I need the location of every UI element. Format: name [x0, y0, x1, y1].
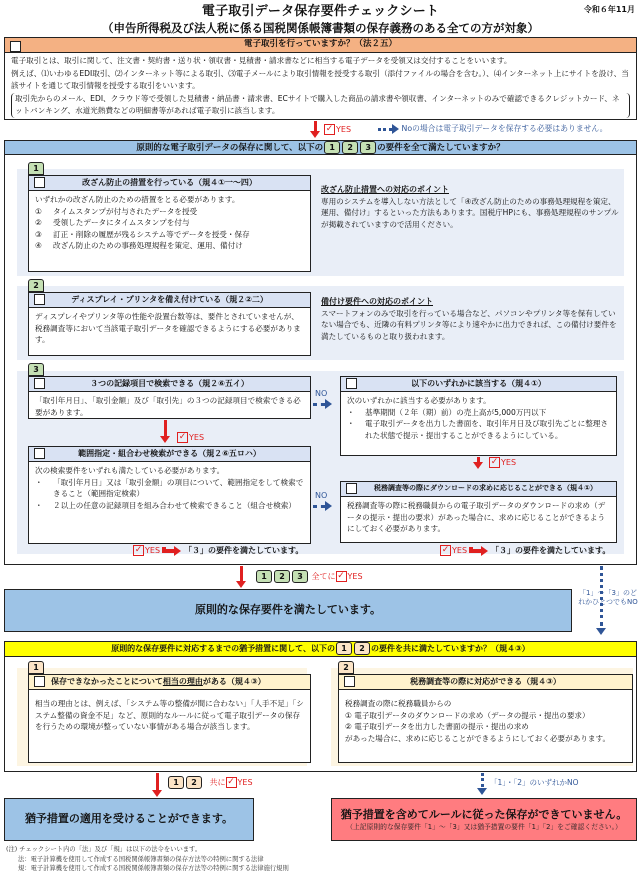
grace-audit-box: 税務調査等の際に対応ができる（規４③） 税務調査の際に税務職員からの ① 電子取引データのダウンロードの求め（データの提示・提出の要求） ② 電子取引データを出力した書面の提示・提出の求め があった場合に、求めに応じることができるようにしておく必要があります。 [338, 674, 633, 763]
list-item: ④ 改ざん防止のための事務処理規程を策定、運用、備付け [35, 241, 243, 250]
checkbox-either-condition[interactable] [346, 378, 357, 389]
result-not-compliant: 猶予措置を含めてルールに従った保存ができていません。 （上記原則的な保存要件「1」～「3」又は猶予措置の要件「1」「2」をご確認ください。） [331, 798, 637, 841]
requirement-3-tag: 3 [28, 363, 44, 376]
dotted-line-icon [313, 403, 325, 406]
dotted-line-icon [481, 773, 484, 787]
checkmark-icon: ✓ [178, 432, 187, 442]
result-not-compliant-sub: （上記原則的な保存要件「1」～「3」又は猶予措置の要件「1」「2」をご確認ください。） [346, 823, 622, 831]
no-arrow [313, 399, 332, 410]
arrow-right-icon [325, 501, 332, 511]
no-arrow [313, 501, 332, 512]
checkbox-download-request[interactable] [346, 483, 357, 494]
checkbox-range-search[interactable] [34, 448, 45, 459]
definition-text: 電子取引とは、取引に関して、注文書・契約書・送り状・領収書・見積書・請求書などに相当する電子データを受領又は交付することをいいます。 [11, 56, 512, 65]
checkbox-reasonable-cause[interactable] [34, 676, 45, 687]
either-condition-box: 以下のいずれかに該当する（規４①） 次のいずれかに該当する必要があります。 ・ 基準期間（２年（期）前）の売上高が5,000万円以下 ・ 電子取引データを出力した書面を、取引年月日及び取引先ごとに整理された状態で提示・提出することができるようにしている。 [340, 376, 617, 456]
grace-2-tag: 2 [338, 661, 354, 674]
tag-1: 1 [168, 776, 184, 789]
arrow-right-icon [162, 547, 182, 555]
tag-1: 1 [256, 570, 272, 583]
either-no-note: 「1」・「2」のいずれかNO [490, 778, 579, 787]
checkmark-icon: ✓ [227, 777, 235, 787]
result-principle-satisfied: 原則的な保存要件を満たしています。 [4, 589, 572, 632]
checkmark-icon: ✓ [441, 545, 450, 555]
arrow-right-icon [469, 547, 489, 555]
section-grace-header: 原則的な保存要件に対応するまでの猶予措置に関して、以下の 1 2 の要件を共に満たしていますか？（規４③） [5, 642, 636, 657]
tag-2: 2 [186, 776, 202, 789]
yes-indicator: ✓ YES [490, 457, 517, 467]
requirement-2-point: 備付け要件への対応のポイント スマートフォンのみで取引を行っている場合など、パソコンやプリンタ等を保有していない場合でも、近隣の有料プリンタ等により速やかに出力できれば、この備付け要件を満たしているものと取り扱われます。 [321, 297, 617, 341]
requirement-1-point: 改ざん防止措置への対応のポイント 専用のシステムを導入しない方法として「④改ざん防止のための事務処理規程を策定、運用、備付け」するといった方法もあります。国税庁HPにも、事務処理規程のサンプルが掲載されていますので活用ください。 [321, 185, 619, 229]
section-grace-measures [4, 641, 637, 772]
any-no-note: 「1」～「3」のどれかひとつでもNO [578, 589, 638, 606]
page-title: 電子取引データ保存要件チェックシート [201, 4, 440, 19]
requirement-2-tag: 2 [28, 279, 44, 292]
no-path-label: NO [315, 389, 328, 398]
arrow-down-icon [314, 121, 317, 132]
section-electronic-transaction-header [5, 38, 636, 53]
checkmark-icon: ✓ [134, 545, 143, 555]
search-three-items-box: ３つの記録項目で検索できる（規２⑥五イ） 「取引年月日」、「取引金額」及び「取引先」の３つの記録項目で検索できる必要があります。 [28, 376, 311, 419]
checkmark-icon: ✓ [325, 124, 334, 134]
list-item: ・ ２以上の任意の記録項目を組み合わせて検索できること（組合せ検索） [35, 500, 296, 510]
section-principle-requirements [4, 140, 637, 565]
checkbox-display-printer[interactable] [34, 294, 45, 305]
checkbox-tamper-prevention[interactable] [34, 177, 45, 188]
list-item: ・ 「取引年月日」又は「取引金額」の項目について、範囲指定をして検索できること（範囲指定検索） [35, 477, 304, 498]
list-item: ・ 電子取引データを出力した書面を、取引年月日及び取引先ごとに整理された状態で提示・提出することができるようにしている。 [347, 419, 608, 440]
arrow-down-icon [156, 773, 159, 791]
question-electronic-transaction: 電子取引を行っていますか？（法２五） [243, 39, 397, 49]
requirement-1-tag: 1 [28, 162, 44, 175]
tag-2: 2 [354, 642, 370, 655]
page-subtitle: （申告所得税及び法人税に係る国税関係帳簿書類の保存義務のある全ての方が対象） [102, 21, 539, 35]
requirement-3-satisfied-right: ✓ YES 「３」の要件を満たしています。 [441, 545, 611, 555]
list-item: ・ 基準期間（２年（期）前）の売上高が5,000万円以下 [347, 407, 547, 417]
list-item: ③ 訂正・削除の履歴が残るシステム等でデータを授受・保存 [35, 229, 250, 239]
applicability-note: 取引先からのメール、EDI、クラウド等で受領した見積書・納品書・請求書、ECサイトで購入した商品の請求書や領収書、インターネットのみで確認できるクレジットカード、ネットバンキング、水道光熱費などの明細書等があれば電子取引に該当します。 [11, 93, 630, 118]
download-request-box: 税務調査等の際にダウンロードの求めに応じることができる（規４①） 税務調査等の際に税務職員からの電子取引データのダウンロードの求め（データの提示・提出の要求）があった場合に、求めに応じることができるようにしておく必要があります。 [340, 481, 617, 543]
list-item: ① タイムスタンプが付与されたデータを授受 [35, 206, 198, 216]
arrow-down-icon [240, 566, 243, 582]
tag-2: 2 [342, 141, 358, 154]
range-search-box: 範囲指定・組合わせ検索ができる（規２⑥五ロハ） 次の検索要件をいずれも満たしている必要があります。 ・ 「取引年月日」又は「取引金額」の項目について、範囲指定をして検索できること（範囲指定検索） ・ ２以上の任意の記録項目を組み合わせて検索できること（組合せ検索） [28, 446, 311, 544]
list-item: ② 受領したデータにタイムスタンプを付与 [35, 218, 190, 227]
section-electronic-transaction [4, 37, 637, 120]
arrow-down-icon [164, 420, 167, 437]
tag-3: 3 [360, 141, 376, 154]
checkmark-icon: ✓ [490, 457, 499, 467]
section-principle-header: 原則的な電子取引データの保存に関して、以下の 1 2 3 の要件を全て満たしていますか？ [5, 141, 636, 155]
issue-date: 令和６年11月 [583, 5, 635, 14]
no-path-note: Noの場合は電子取引データを保存する必要はありません。 [378, 124, 607, 135]
requirement-3-satisfied-left: ✓ YES 「３」の要件を満たしています。 [134, 545, 304, 555]
dotted-line-icon [313, 505, 325, 508]
tag-1: 1 [336, 642, 352, 655]
arrow-down-icon [477, 457, 480, 463]
requirement-2-box: ディスプレイ・プリンタを備え付けている（規２②二） ディスプレイやプリンタ等の性能や設置台数等は、要件とされていませんが、税務調査等において当該電子取引データを確認できるようにする必要があります。 [28, 292, 311, 356]
yes-indicator: ✓ YES [178, 432, 205, 442]
tag-3: 3 [292, 570, 308, 583]
checkbox-audit-response[interactable] [344, 676, 355, 687]
tag-1: 1 [324, 141, 340, 154]
requirement-1-box: 改ざん防止の措置を行っている（規４①一～四） いずれかの改ざん防止のための措置をとる必要があります。 ① タイムスタンプが付与されたデータを授受 ② 受領したデータにタイムスタンプを付与 ③ 訂正・削除の履歴が残るシステム等でデータを授受・保存 ④ 改ざん防止のための事務処理規程を策定、運用、備付け [28, 175, 311, 272]
checkmark-icon: ✓ [337, 571, 345, 581]
no-path-label: NO [315, 491, 328, 500]
both-yes-indicator: 1 2 共に ✓ YES [167, 776, 253, 789]
arrow-right-icon [392, 124, 399, 134]
tag-2: 2 [274, 570, 290, 583]
all-yes-indicator: 1 2 3 全てに ✓ YES [255, 570, 363, 583]
examples-text: 例えば、⑴いわゆるEDI取引、⑵インターネット等による取引、⑶電子メールにより取引情報を授受する取引（添付ファイルの場合を含む。）、⑷インターネット上にサイトを設け、当該サイトを通じて取引情報を授受する取引をいいます。 [11, 68, 629, 90]
arrow-right-icon [325, 399, 332, 409]
dotted-line-icon [378, 128, 392, 131]
checkbox-search-three-items[interactable] [34, 378, 45, 389]
grace-1-tag: 1 [28, 661, 44, 674]
arrow-down-icon [596, 628, 606, 635]
checkbox-electronic-transaction[interactable] [10, 41, 21, 52]
arrow-down-icon [477, 788, 487, 795]
yes-indicator: ✓ YES [325, 124, 352, 134]
legal-notes: (注) チェックシート内の「法」及び「規」は以下の法令をいいます。 法：電子計算機を使用して作成する国税関係帳簿書類の保存方法等の特例に関する法律 規：電子計算機を使用して作成する国税関係帳簿書類の保存方法等の特例に関する法律施行規則 [6, 846, 289, 872]
grace-reason-box: 保存できなかったことについて相当の理由がある（規４③） 相当の理由とは、例えば、「システム等の整備が間に合わない」「人手不足」「システム整備の資金不足」など、原則的なルールに従って電子取引データの保存を行うための環境が整っていない事情がある場合が該当します。 [28, 674, 311, 763]
result-grace-applicable: 猶予措置の適用を受けることができます。 [4, 798, 254, 841]
